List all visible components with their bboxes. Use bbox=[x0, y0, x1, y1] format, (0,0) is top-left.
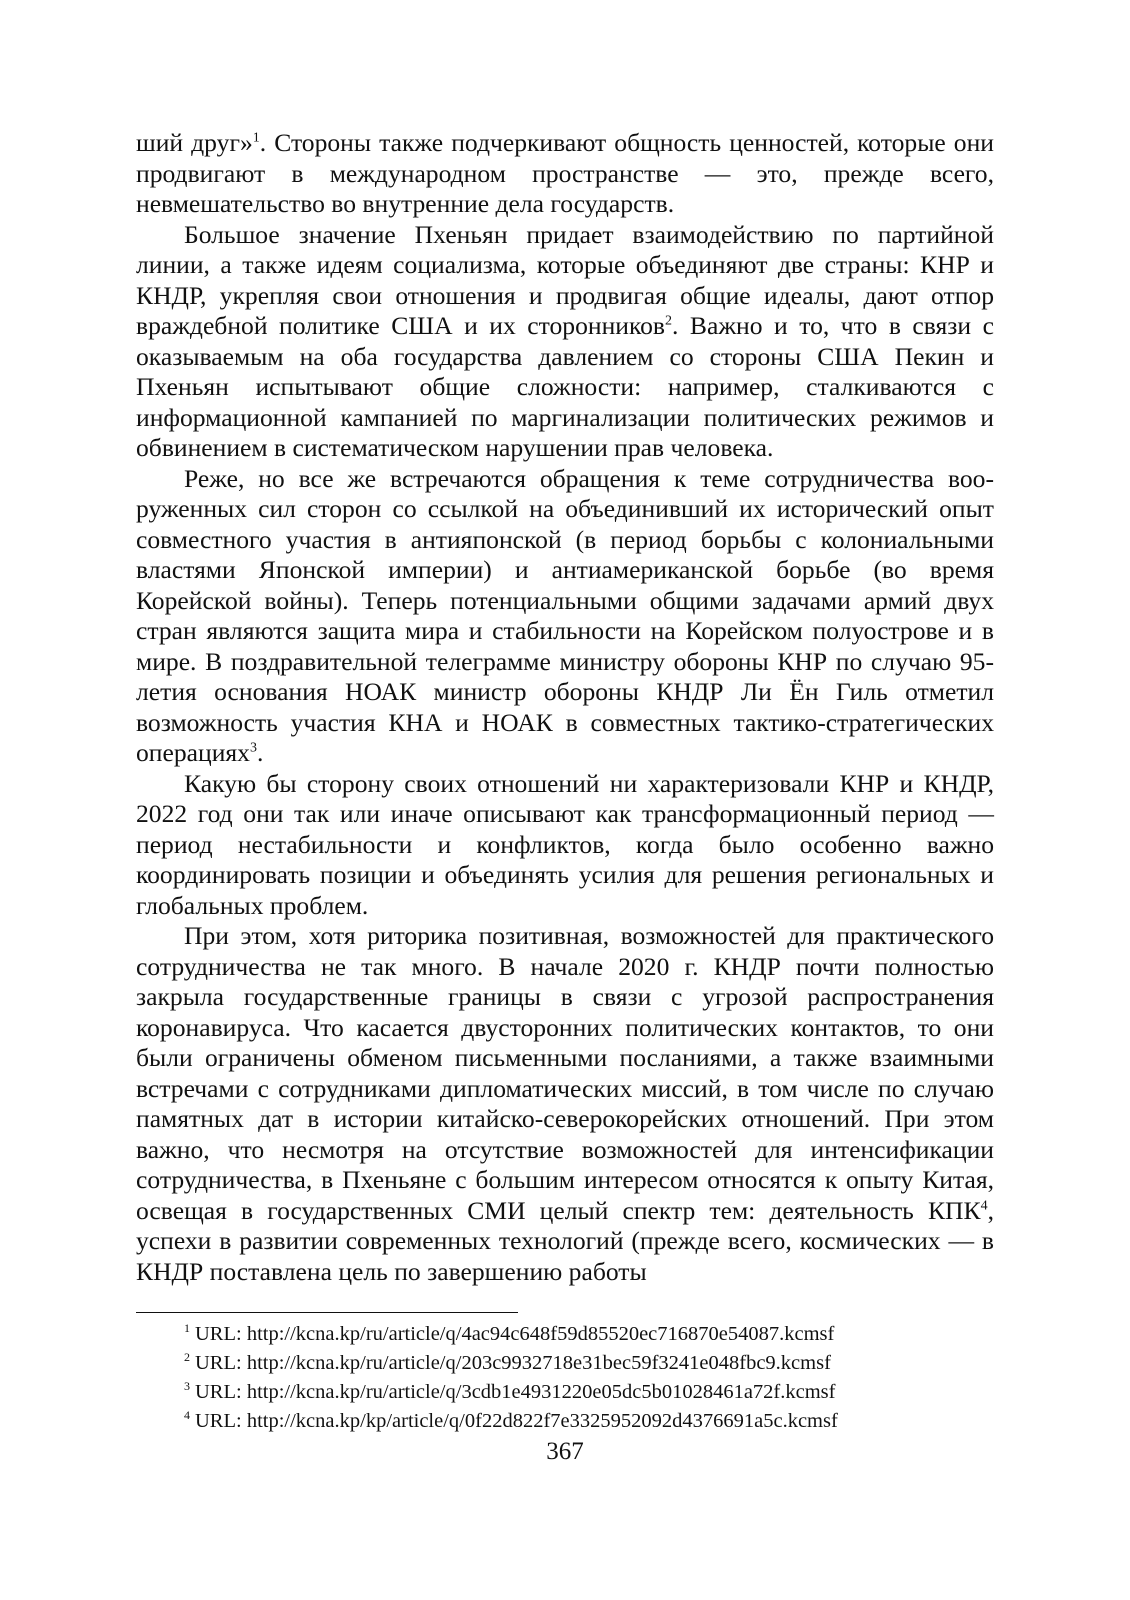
footnote-url[interactable]: URL: http://kcna.kp/ru/article/q/4ac94c648f59d85520ec716870e54087.kcmsf bbox=[195, 1323, 835, 1345]
footnotes bbox=[184, 1320, 984, 1436]
page-body bbox=[136, 128, 994, 1287]
footnote-ref[interactable]: 1 bbox=[252, 130, 260, 146]
footnote-number: 1 bbox=[184, 1321, 190, 1336]
footnote-url[interactable]: URL: http://kcna.kp/kp/article/q/0f22d822f7e3325952092d4376691a5c.kcmsf bbox=[195, 1410, 838, 1432]
paragraph-text: . Важно и то, что в связи с оказываемым на оба государства давлением со стороны США Пекин и Пхеньян испытывают общие сложности: например, сталкиваются с информационной кампанией по маргинализации политических режимов и обвинением в систематическом нарушении прав человека. bbox=[136, 311, 994, 462]
footnote-number: 3 bbox=[184, 1379, 190, 1394]
paragraph-text: . Стороны также подчеркивают общность ценностей, которые они продвигают в международном пространстве — это, прежде всего, невмешательство во внутренние дела государств. bbox=[136, 128, 994, 218]
footnote-number: 2 bbox=[184, 1350, 190, 1365]
paragraph-text: Какую бы сторону своих отношений ни характеризовали КНР и КНДР, 2022 год они так или иначе описывают как трансформационный период — период нестабильности и конфликтов, когда было особенно важно координировать позиции и объединять усилия для решения региональных и глобальных проблем. bbox=[136, 768, 994, 920]
footnote-ref[interactable]: 2 bbox=[665, 313, 673, 329]
paragraph bbox=[136, 921, 994, 1287]
footnote bbox=[184, 1407, 984, 1436]
body-text bbox=[136, 128, 994, 1287]
paragraph-text: Большое значение Пхеньян придает взаимодействию по партийной линии, а также идеям социализма, которые объединяют две страны: КНР и КНДР, укрепляя свои отношения и продвигая общие идеалы, дают отпор враждебной политике США и их сторонников bbox=[136, 219, 994, 340]
footnote-ref[interactable]: 4 bbox=[980, 1197, 988, 1213]
paragraph-text: Реже, но все же встречаются обращения к теме сотрудничества вооруженных сил сторон со ссылкой на объединивший их исторический опыт совместного участия в антияпонской (в период борьбы с колониальными властями Японской империи) и антиамериканской борьбе (во время Корейской войны). Теперь потенциальными общими задачами армий двух стран являются защита мира и стабильности на Корейском полуострове и в мире. В поздравительной телеграмме министру обороны КНР по случаю 95-летия основания НОАК министр обороны КНДР Ли Ён Гиль отметил возможность участия КНА и НОАК в совместных тактико-стратегических операциях bbox=[136, 463, 994, 767]
footnote-url[interactable]: URL: http://kcna.kp/ru/article/q/3cdb1e4931220e05dc5b01028461a72f.kcmsf bbox=[195, 1381, 836, 1403]
footnote bbox=[184, 1320, 984, 1349]
paragraph bbox=[136, 128, 994, 220]
footnote-number: 4 bbox=[184, 1408, 190, 1423]
footnote-separator bbox=[136, 1312, 518, 1313]
footnote-ref[interactable]: 3 bbox=[249, 740, 257, 756]
footnote-url[interactable]: URL: http://kcna.kp/ru/article/q/203c9932718e31bec59f3241e048fbc9.kcmsf bbox=[195, 1352, 831, 1374]
paragraph-text: ший друг» bbox=[136, 128, 253, 157]
paragraph-text: . bbox=[256, 738, 264, 767]
footnote bbox=[184, 1378, 984, 1407]
paragraph bbox=[136, 769, 994, 922]
paragraph-text: , успехи в развитии современных технологий (прежде всего, космических — в КНДР поставлена цель по завершению работы bbox=[136, 1195, 994, 1286]
page-number: 367 bbox=[546, 1438, 584, 1465]
paragraph-text: При этом, хотя риторика позитивная, возможностей для практического сотрудничества не так много. В начале 2020 г. КНДР почти полностью закрыла государственные границы в связи с угрозой распространения коронавируса. Что касается двусторонних политических контактов, то они были ограничены обменом письменными посланиями, а также взаимными встречами с сотрудниками дипломатических миссий, в том числе по случаю памятных дат в истории китайско-северокорейских отношений. При этом важно, что несмотря на отсутствие возможностей для интенсификации сотрудничества, в Пхеньяне с большим интересом относятся к опыту Китая, освещая в государственных СМИ целый спектр тем: деятельность КПК bbox=[136, 921, 994, 1225]
paragraph bbox=[136, 220, 994, 464]
paragraph bbox=[136, 464, 994, 769]
footnote bbox=[184, 1349, 984, 1378]
